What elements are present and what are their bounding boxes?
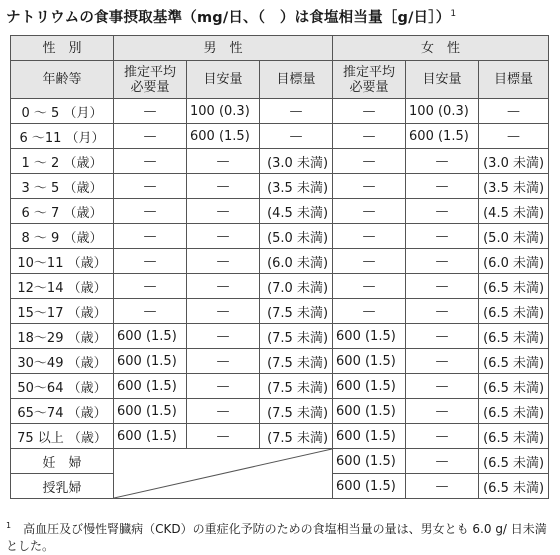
header-male: 男 性 [114,36,333,61]
table-cell: — [187,349,260,374]
table-cell: — [406,349,479,374]
table-cell: — [406,324,479,349]
table-cell: — [406,224,479,249]
age-cell: 6 ～ 7 （歳） [11,199,114,224]
male-not-applicable-cell [114,449,333,499]
sodium-intake-table [10,35,549,499]
table-cell: — [406,274,479,299]
table-cell: 100 (0.3) [406,99,479,124]
table-cell: — [333,299,406,324]
table-cell: — [114,99,187,124]
table-cell: — [406,424,479,449]
table-cell: — [187,174,260,199]
table-cell: — [187,199,260,224]
table-cell: (6.5 未満) [479,299,549,324]
header-female-dg: 目標量 [479,61,549,99]
age-cell: 10～11 （歳） [11,249,114,274]
table-cell: (6.5 未満) [479,449,549,474]
age-cell: 12～14 （歳） [11,274,114,299]
table-cell: — [187,374,260,399]
table-cell: — [114,224,187,249]
title-footnote-marker: 1 [450,9,457,20]
table-cell: (6.0 未満) [479,249,549,274]
age-cell: 1 ～ 2 （歳） [11,149,114,174]
table-cell: (4.5 未満) [479,199,549,224]
table-row [11,399,549,424]
table-row [11,99,549,124]
table-cell: — [333,99,406,124]
table-cell: 600 (1.5) [114,399,187,424]
table-cell: — [187,424,260,449]
age-cell: 18～29 （歳） [11,324,114,349]
table-row [11,149,549,174]
table-row [11,224,549,249]
table-cell: 600 (1.5) [114,349,187,374]
header-female: 女 性 [333,36,549,61]
table-cell: — [406,249,479,274]
table-cell: — [114,174,187,199]
table-cell: — [333,199,406,224]
table-cell: — [406,149,479,174]
table-cell: 100 (0.3) [187,99,260,124]
table-cell: — [114,274,187,299]
table-row [11,424,549,449]
table-row [11,324,549,349]
footnote: $^1$ 高血圧及び慢性腎臓病（CKD）の重症化予防のための食塩相当量の量は、男女とも 6.0 g/ 日未満とした。 [6,521,547,553]
table-row [11,299,549,324]
table-cell: (6.5 未満) [479,399,549,424]
table-cell: 600 (1.5) [333,449,406,474]
table-cell: (6.5 未満) [479,274,549,299]
table-cell: (6.5 未満) [479,349,549,374]
table-cell: — [114,299,187,324]
table-row [11,199,549,224]
table-row [11,374,549,399]
table-cell: — [187,324,260,349]
header-male-ai: 目安量 [187,61,260,99]
table-cell: (6.5 未満) [479,374,549,399]
table-cell: 600 (1.5) [333,399,406,424]
group-cell: 授乳婦 [11,474,114,499]
header-female-ear: 推定平均 必要量 [333,61,406,99]
table-cell: (7.0 未満) [260,274,333,299]
header-age: 年齢等 [11,61,114,99]
table-cell: — [479,124,549,149]
table-cell: — [114,249,187,274]
table-cell: — [479,99,549,124]
table-cell: — [187,249,260,274]
table-cell: — [114,124,187,149]
table-cell: (7.5 未満) [260,299,333,324]
table-cell: — [406,199,479,224]
table-cell: 600 (1.5) [333,424,406,449]
table-cell: 600 (1.5) [406,124,479,149]
table-cell: — [187,299,260,324]
table-cell: — [406,474,479,499]
age-cell: 65～74 （歳） [11,399,114,424]
table-cell: (7.5 未満) [260,424,333,449]
table-cell: — [406,449,479,474]
table-row [11,449,549,474]
diagonal-line [114,449,332,498]
table-cell: 600 (1.5) [114,324,187,349]
group-cell: 妊 婦 [11,449,114,474]
table-cell: (7.5 未満) [260,399,333,424]
table-cell: (6.5 未満) [479,474,549,499]
table-cell: (3.0 未満) [260,149,333,174]
table-cell: — [333,174,406,199]
table-cell: (5.0 未満) [260,224,333,249]
age-cell: 3 ～ 5 （歳） [11,174,114,199]
table-cell: — [187,149,260,174]
table-cell: — [406,299,479,324]
table-cell: — [406,174,479,199]
table-cell: — [333,149,406,174]
table-cell: 600 (1.5) [333,349,406,374]
table-row [11,124,549,149]
age-cell: 30～49 （歳） [11,349,114,374]
table-cell: (7.5 未満) [260,324,333,349]
age-cell: 75 以上 （歳） [11,424,114,449]
table-row [11,274,549,299]
table-cell: (4.5 未満) [260,199,333,224]
table-cell: (3.5 未満) [479,174,549,199]
header-female-ai: 目安量 [406,61,479,99]
table-cell: (7.5 未満) [260,374,333,399]
table-cell: — [114,149,187,174]
table-cell: (7.5 未満) [260,349,333,374]
table-cell: — [406,374,479,399]
table-cell: 600 (1.5) [114,374,187,399]
age-cell: 0 ～ 5 （月） [11,99,114,124]
table-cell: — [260,99,333,124]
table-cell: 600 (1.5) [187,124,260,149]
table-cell: — [187,224,260,249]
table-cell: (5.0 未満) [479,224,549,249]
table-cell: (3.5 未満) [260,174,333,199]
table-cell: — [406,399,479,424]
header-male-dg: 目標量 [260,61,333,99]
table-row [11,249,549,274]
table-cell: — [333,124,406,149]
table-cell: — [333,224,406,249]
table-cell: — [114,199,187,224]
table-cell: 600 (1.5) [333,374,406,399]
table-row [11,349,549,374]
table-cell: (6.5 未満) [479,424,549,449]
table-cell: — [187,274,260,299]
header-sex: 性 別 [11,36,114,61]
table-title: ナトリウムの食事摂取基準（mg/日、（ ）は食塩相当量［g/日］）$^1$ [6,9,457,26]
table-cell: 600 (1.5) [333,474,406,499]
table-cell: 600 (1.5) [114,424,187,449]
table-cell: — [333,274,406,299]
age-cell: 8 ～ 9 （歳） [11,224,114,249]
table-cell: — [187,399,260,424]
table-cell: (6.5 未満) [479,324,549,349]
table-cell: (3.0 未満) [479,149,549,174]
table-cell: — [260,124,333,149]
age-cell: 50～64 （歳） [11,374,114,399]
header-male-ear: 推定平均 必要量 [114,61,187,99]
age-cell: 15～17 （歳） [11,299,114,324]
table-cell: — [333,249,406,274]
table-row [11,174,549,199]
table-cell: 600 (1.5) [333,324,406,349]
table-cell: (6.0 未満) [260,249,333,274]
age-cell: 6 ～11 （月） [11,124,114,149]
